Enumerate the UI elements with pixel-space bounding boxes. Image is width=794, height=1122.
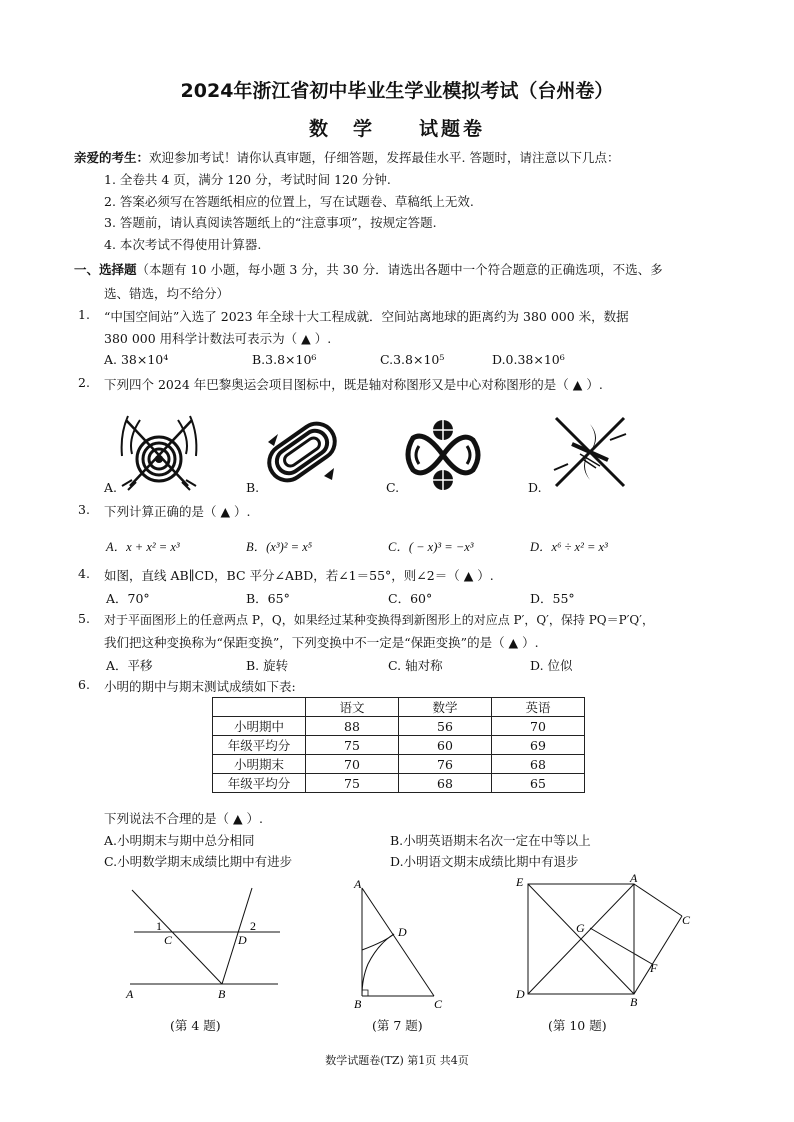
q2-option-b[interactable]: B. bbox=[246, 480, 260, 495]
fig10-label-g: G bbox=[576, 921, 585, 935]
fig10-caption: (第 10 题) bbox=[548, 1018, 607, 1033]
table-header-cell: 数学 bbox=[399, 698, 492, 717]
q6-text: 小明的期中与期末测试成绩如下表: bbox=[104, 679, 296, 694]
page-title: 2024年浙江省初中毕业生学业模拟考试（台州卷） bbox=[180, 80, 614, 102]
table-row bbox=[213, 717, 585, 736]
table-cell: 70 bbox=[492, 717, 585, 736]
fig7-label-a: A bbox=[354, 877, 362, 891]
q3-text: 下列计算正确的是（ ▲ ）. bbox=[104, 504, 251, 519]
page-footer: 数学试题卷(TZ) 第1页 共4页 bbox=[325, 1054, 469, 1067]
fig4-label-c: C bbox=[164, 933, 173, 947]
figure-10 bbox=[512, 872, 702, 1016]
scores-table bbox=[212, 697, 585, 793]
table-cell: 小明期末 bbox=[213, 755, 306, 774]
table-cell: 75 bbox=[306, 774, 399, 793]
table-cell: 70 bbox=[306, 755, 399, 774]
q4-number: 4. bbox=[78, 566, 90, 581]
table-cell: 68 bbox=[399, 774, 492, 793]
notice-intro bbox=[74, 148, 619, 166]
table-cell: 88 bbox=[306, 717, 399, 736]
archery-icon bbox=[118, 414, 200, 498]
table-header-row bbox=[213, 698, 585, 717]
q1-option-a[interactable]: A. 38×10⁴ bbox=[104, 352, 169, 367]
athletics-track-icon bbox=[262, 416, 342, 492]
notice-item-2: 2. 答案必须写在答题纸相应的位置上，写在试题卷、草稿纸上无效. bbox=[104, 194, 474, 209]
table-cell: 75 bbox=[306, 736, 399, 755]
q5-option-b[interactable]: B. 旋转 bbox=[246, 658, 289, 673]
q3-option-d[interactable]: D．x⁶ ÷ x² = x³ bbox=[530, 540, 608, 554]
q1-option-b[interactable]: B.3.8×10⁶ bbox=[252, 352, 317, 367]
table-header-cell: 语文 bbox=[306, 698, 399, 717]
q1-text-1: “中国空间站”入选了 2023 年全球十大工程成就．空间站离地球的距离约为 380 000 米，数据 bbox=[104, 309, 629, 324]
fig10-label-e: E bbox=[516, 875, 524, 889]
table-cell: 年级平均分 bbox=[213, 736, 306, 755]
table-row bbox=[213, 736, 585, 755]
q3-option-a[interactable]: A．x + x² = x³ bbox=[106, 540, 180, 554]
table-cell: 76 bbox=[399, 755, 492, 774]
fig4-label-a: A bbox=[126, 987, 134, 1001]
q1-number: 1. bbox=[78, 307, 90, 322]
q1-option-d[interactable]: D.0.38×10⁶ bbox=[492, 352, 565, 367]
q5-option-d[interactable]: D. 位似 bbox=[530, 658, 573, 673]
fig7-label-c: C bbox=[434, 997, 443, 1011]
notice-item-3: 3. 答题前，请认真阅读答题纸上的“注意事项”，按规定答题. bbox=[104, 215, 437, 230]
q6-number: 6. bbox=[78, 677, 90, 692]
q6-option-b[interactable]: B.小明英语期末名次一定在中等以上 bbox=[390, 833, 591, 848]
fig4-label-1: 1 bbox=[156, 919, 162, 933]
q4-option-d[interactable]: D．55° bbox=[530, 591, 575, 606]
figure-4 bbox=[120, 880, 290, 1014]
section1-label: 一、选择题 bbox=[74, 262, 137, 277]
table-cell: 56 bbox=[399, 717, 492, 736]
q4-option-c[interactable]: C．60° bbox=[388, 591, 433, 606]
basketball-icon bbox=[403, 418, 483, 496]
q1-text-2: 380 000 用科学计数法可表示为（ ▲ ）. bbox=[104, 331, 332, 346]
page-subtitle: 数 学 试题卷 bbox=[308, 118, 485, 140]
table-header-cell: 英语 bbox=[492, 698, 585, 717]
notice-item-1: 1. 全卷共 4 页，满分 120 分，考试时间 120 分钟. bbox=[104, 172, 391, 187]
q2-option-c[interactable]: C. bbox=[386, 480, 400, 495]
table-cell: 68 bbox=[492, 755, 585, 774]
fig10-label-a: A bbox=[630, 872, 638, 885]
q5-option-a[interactable]: A．平移 bbox=[106, 658, 153, 673]
fig10-label-b: B bbox=[630, 995, 638, 1009]
notice-intro-label: 亲爱的考生： bbox=[74, 150, 150, 165]
table-cell: 年级平均分 bbox=[213, 774, 306, 793]
notice-item-4: 4. 本次考试不得使用计算器. bbox=[104, 237, 262, 252]
fig7-caption: (第 7 题) bbox=[372, 1018, 423, 1033]
q3-number: 3. bbox=[78, 502, 90, 517]
fig10-label-d: D bbox=[516, 987, 525, 1001]
table-row bbox=[213, 755, 585, 774]
fig7-label-b: B bbox=[354, 997, 362, 1011]
rowing-icon bbox=[550, 414, 630, 494]
fig10-label-f: F bbox=[650, 961, 658, 975]
q2-option-a[interactable]: A. bbox=[104, 480, 118, 495]
q6-question: 下列说法不合理的是（ ▲ ）. bbox=[104, 811, 264, 826]
notice-intro-text: 欢迎参加考试！请你认真审题，仔细答题，发挥最佳水平. 答题时，请注意以下几点： bbox=[149, 150, 620, 165]
fig4-label-b: B bbox=[218, 987, 226, 1001]
q2-number: 2. bbox=[78, 375, 90, 390]
table-cell: 小明期中 bbox=[213, 717, 306, 736]
q4-option-a[interactable]: A．70° bbox=[106, 591, 150, 606]
fig4-caption: (第 4 题) bbox=[170, 1018, 221, 1033]
table-cell: 69 bbox=[492, 736, 585, 755]
q2-text: 下列四个 2024 年巴黎奥运会项目图标中，既是轴对称图形又是中心对称图形的是（ ▲ ）. bbox=[104, 377, 603, 392]
q2-option-d[interactable]: D. bbox=[528, 480, 542, 495]
q4-option-b[interactable]: B．65° bbox=[246, 591, 290, 606]
figure-7 bbox=[348, 874, 458, 1018]
q5-number: 5. bbox=[78, 611, 90, 626]
q6-option-c[interactable]: C.小明数学期末成绩比期中有进步 bbox=[104, 854, 293, 869]
section1-header bbox=[74, 260, 663, 278]
q3-option-b[interactable]: B．(x³)² = x⁵ bbox=[246, 540, 313, 554]
fig4-label-d: D bbox=[238, 933, 247, 947]
section1-desc: （本题有 10 小题，每小题 3 分，共 30 分．请选出各题中一个符合题意的正确选项，不选、多 bbox=[136, 262, 663, 277]
q5-text-1: 对于平面图形上的任意两点 P，Q，如果经过某种变换得到新图形上的对应点 P′，Q′，保持 PQ＝P′Q′， bbox=[104, 613, 654, 627]
q5-text-2: 我们把这种变换称为“保距变换”，下列变换中不一定是“保距变换”的是（ ▲ ）. bbox=[104, 635, 539, 650]
q6-option-a[interactable]: A.小明期末与期中总分相同 bbox=[104, 833, 255, 848]
q1-option-c[interactable]: C.3.8×10⁵ bbox=[380, 352, 445, 367]
fig4-label-2: 2 bbox=[250, 919, 256, 933]
table-cell: 65 bbox=[492, 774, 585, 793]
table-cell: 60 bbox=[399, 736, 492, 755]
fig10-label-c: C bbox=[682, 913, 691, 927]
q3-option-c[interactable]: C．( − x)³ = −x³ bbox=[388, 540, 474, 554]
q6-option-d[interactable]: D.小明语文期末成绩比期中有退步 bbox=[390, 854, 579, 869]
table-header-cell bbox=[213, 698, 306, 717]
section1-desc-2: 选、错选，均不给分） bbox=[104, 286, 230, 301]
fig7-label-d: D bbox=[398, 925, 407, 939]
q4-text: 如图，直线 AB∥CD，BC 平分∠ABD，若∠1＝55°，则∠2＝（ ▲ ）. bbox=[104, 568, 494, 583]
table-row bbox=[213, 774, 585, 793]
q5-option-c[interactable]: C. 轴对称 bbox=[388, 658, 443, 673]
